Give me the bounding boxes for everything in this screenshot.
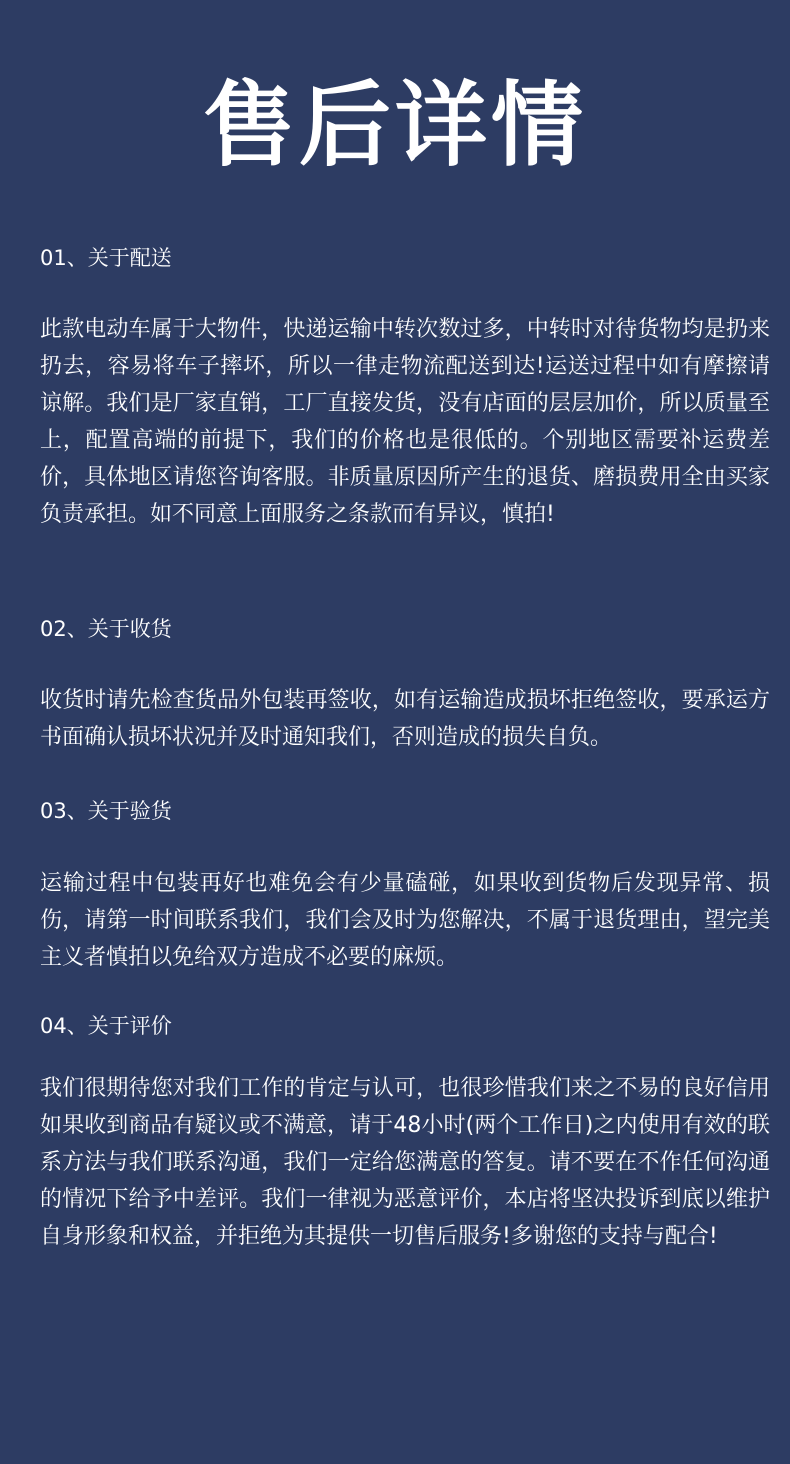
section-heading-delivery: 01、关于配送 [40, 246, 172, 270]
section-body-receiving: 收货时请先检查货品外包装再签收，如有运输造成损坏拒绝签收，要承运方书面确认损坏状况并及时通知我们，否则造成的损失自负。 [40, 688, 770, 750]
section-heading-inspection: 03、关于验货 [40, 799, 172, 823]
section-body-inspection: 运输过程中包装再好也难免会有少量磕碰，如果收到货物后发现异常、损伤，请第一时间联系我们，我们会及时为您解决，不属于退货理由，望完美主义者慎拍以免给双方造成不必要的麻烦。 [40, 871, 770, 970]
page-title: 售后详情 [202, 72, 587, 179]
section-body-review: 我们很期待您对我们工作的肯定与认可，也很珍惜我们来之不易的良好信用如果收到商品有疑议或不满意，请于48小时(两个工作日)之内使用有效的联系方法与我们联系沟通，我们一定给您满意的答复。请不要在不作任何沟通的情况下给予中差评。我们一律视为恶意评价，本店将坚决投诉到底以维护自身形象和权益，并拒绝为其提供一切售后服务!多谢您的支持与配合! [40, 1076, 770, 1249]
section-body-delivery: 此款电动车属于大物件，快递运输中转次数过多，中转时对待货物均是扔来扔去，容易将车子摔坏，所以一律走物流配送到达!运送过程中如有摩擦请谅解。我们是厂家直销，工厂直接发货，没有店面的层层加价，所以质量至上，配置高端的前提下，我们的价格也是很低的。个别地区需要补运费差价，具体地区请您咨询客服。非质量原因所产生的退货、磨损费用全由买家负责承担。如不同意上面服务之条款而有异议，慎拍! [40, 317, 770, 527]
section-heading-review: 04、关于评价 [40, 1014, 172, 1038]
section-heading-receiving: 02、关于收货 [40, 617, 172, 641]
